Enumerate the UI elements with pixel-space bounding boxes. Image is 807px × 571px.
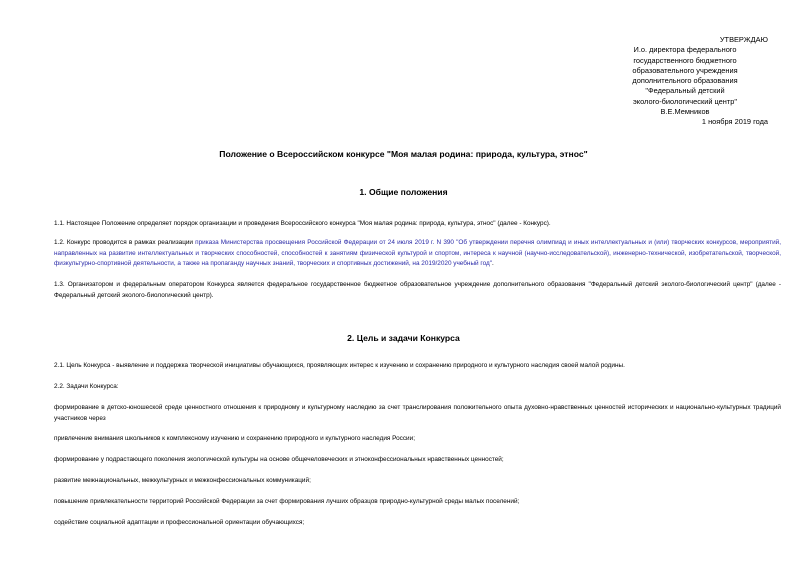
- task-item: привлечение внимания школьников к комплексному изучению и сохранению природного и культурного наследия России;: [54, 435, 415, 442]
- document-title: Положение о Всероссийском конкурсе "Моя малая родина: природа, культура, этнос": [219, 149, 588, 159]
- approval-line: образовательного учреждения: [632, 65, 738, 75]
- task-item: формирование у подрастающего поколения экологической культуры на основе общечеловеческих и этноконфессиональных нравственных ценностей;: [54, 456, 504, 463]
- paragraph-2-2: 2.2. Задачи Конкурса:: [54, 383, 119, 390]
- approval-line: государственного бюджетного: [633, 55, 737, 65]
- task-item: повышение привлекательности территорий Российской Федерации за счет формирования лучших образцов природно-культурной среды малых поселений;: [54, 498, 520, 505]
- paragraph-1-1: 1.1. Настоящее Положение определяет порядок организации и проведения Всероссийского конкурса "Моя малая родина: природа, культура, этнос" (далее - Конкурс).: [54, 220, 551, 227]
- paragraph-1-2: [40, 238, 781, 270]
- approval-line: В.Е.Мемников: [660, 107, 710, 117]
- section-heading: 2. Цель и задачи Конкурса: [347, 333, 460, 343]
- task-item: содействие социальной адаптации и профессиональной ориентации обучающихся;: [54, 519, 305, 526]
- approval-line: И.о. директора федерального: [633, 45, 737, 55]
- approval-block: [600, 35, 770, 128]
- paragraph-2-1: 2.1. Цель Конкурса - выявление и поддержка творческой инициативы обучающихся, проявляющих интерес к изучению и сохранению природного и культурного наследия своей малой родины.: [54, 362, 625, 369]
- approval-line: дополнительного образования: [632, 76, 738, 86]
- approval-line: "Федеральный детский: [645, 86, 725, 96]
- paragraph-text: .: [492, 260, 494, 268]
- paragraph-text: 1.2. Конкурс проводится в рамках реализации: [54, 239, 196, 246]
- task-item: развитие межнациональных, межкультурных и межконфессиональных коммуникаций;: [54, 477, 311, 484]
- approval-line: 1 ноября 2019 года: [701, 117, 768, 127]
- section-heading: 1. Общие положения: [359, 187, 448, 197]
- paragraph-1-3: 1.3. Организатором и федеральным оператором Конкурса является федеральное государственное бюджетное образовательное учреждение дополнительного образования "Федеральный детский эколого-биологический центр" (далее - Федеральный детский эколого-биологический центр).: [54, 281, 781, 299]
- task-item: формирование в детско-юношеской среде ценностного отношения к природному и культурному наследию за счет транслирования положительного опыта духовно-нравственных ценностей исторических и национально-культурных традиций участников через: [54, 404, 781, 422]
- approval-line: УТВЕРЖДАЮ: [719, 35, 768, 44]
- order-link[interactable]: приказа Министерства просвещения Российской Федерации от 24 июля 2019 г. N 390 "Об утверждении перечня олимпиад и иных интеллектуальных и (или) творческих конкурсов, мероприятий, направленных на развитие интеллектуальных и творческих способностей, способностей к занятиям физической культурой и спортом, интереса к научной (научно-исследовательской), инженерно-технической, изобретательской, творческой, физкультурно-спортивной деятельности, а также на пропаганду научных знаний, творческих и спортивных достижений, на 2019/2020 учебный год": [54, 239, 781, 268]
- approval-line: эколого-биологический центр": [633, 96, 737, 106]
